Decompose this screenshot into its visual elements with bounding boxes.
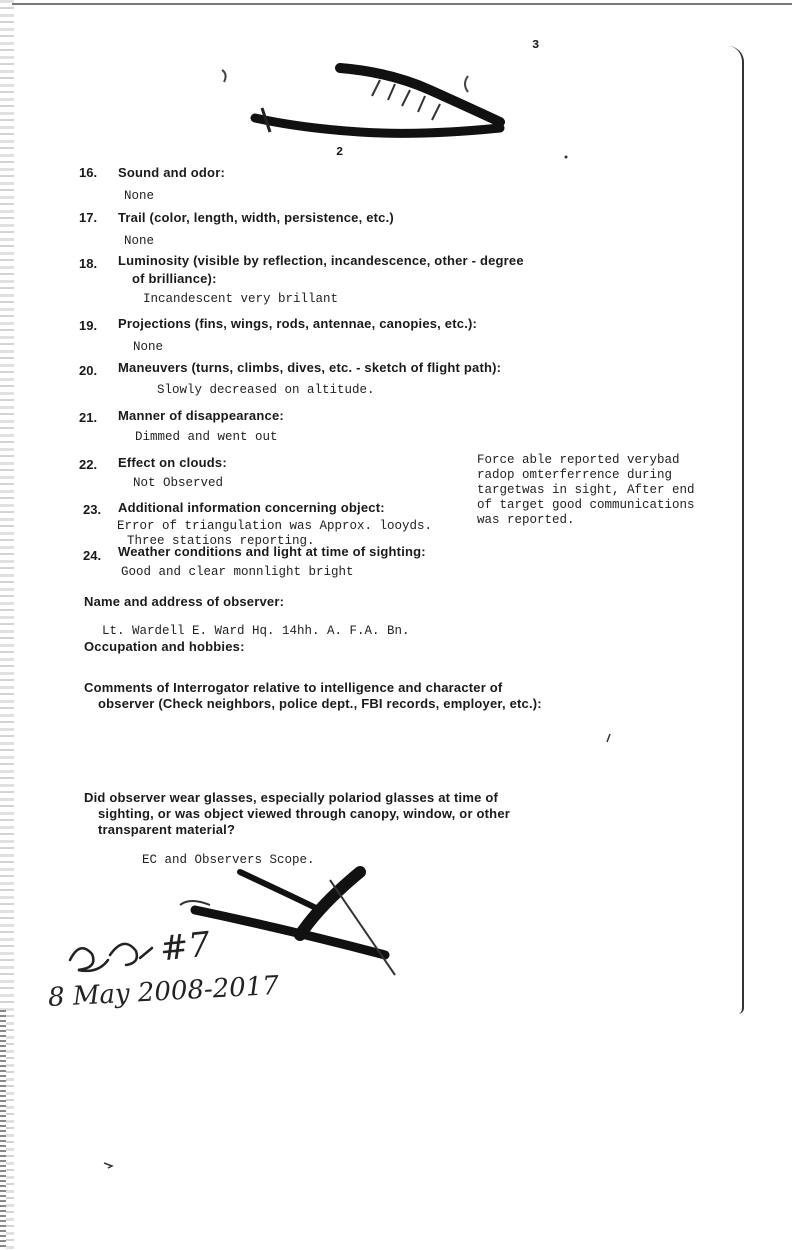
top-stamp-scribble <box>222 68 500 133</box>
item-16-label: Sound and odor: <box>118 165 225 180</box>
item-21-label: Manner of disappearance: <box>118 408 284 423</box>
handwritten-doc-number: #7 <box>157 924 213 970</box>
item-16-number: 16. <box>79 165 98 180</box>
comments-line-2: observer (Check neighbors, police dept., FBI records, employer, etc.): <box>98 696 542 711</box>
bottom-stamp-cross <box>180 872 395 975</box>
item-24-answer: Good and clear monnlight bright <box>121 565 354 579</box>
glasses-line-2: sighting, or was object viewed through canopy, window, or other <box>98 806 511 821</box>
stray-mark-bottom <box>104 1163 112 1168</box>
item-18-label: Luminosity (visible by reflection, incandescence, other - degree <box>118 253 524 268</box>
item-23-answer: Error of triangulation was Approx. looyds. <box>117 519 433 533</box>
glasses-line-1: Did observer wear glasses, especially polariod glasses at time of <box>84 790 499 805</box>
item-17-label: Trail (color, length, width, persistence, etc.) <box>118 210 394 225</box>
occupation-label: Occupation and hobbies: <box>84 639 245 654</box>
item-20-number: 20. <box>79 363 98 378</box>
item-16-answer: None <box>124 189 155 203</box>
glasses-line-3: transparent material? <box>98 822 236 837</box>
observer-label: Name and address of observer: <box>84 594 285 609</box>
item-24-number: 24. <box>83 548 102 563</box>
side-note-line-4: of target good communications <box>477 498 695 512</box>
item-23-answer-cont: Three stations reporting. <box>127 534 315 548</box>
item-24-label: Weather conditions and light at time of sighting: <box>118 544 426 559</box>
item-21-number: 21. <box>79 410 98 425</box>
item-22-label: Effect on clouds: <box>118 455 227 470</box>
item-18-number: 18. <box>79 256 98 271</box>
item-20-label: Maneuvers (turns, climbs, dives, etc. - sketch of flight path): <box>118 360 502 375</box>
side-note-line-5: was reported. <box>477 513 575 527</box>
item-19-number: 19. <box>79 318 98 333</box>
page-number: 2 <box>336 145 344 159</box>
item-17-answer: None <box>124 234 155 248</box>
item-18-label-cont: of brilliance): <box>132 271 217 286</box>
stray-mark <box>607 734 610 742</box>
comments-line-1: Comments of Interrogator relative to intelligence and character of <box>84 680 503 695</box>
item-22-answer: Not Observed <box>133 476 224 490</box>
handwritten-date: 8 May 2008-2017 <box>47 970 280 1014</box>
corner-number: 3 <box>532 38 540 52</box>
side-note-line-3: targetwas in sight, After end <box>477 483 695 497</box>
item-22-number: 22. <box>79 457 98 472</box>
item-23-number: 23. <box>83 502 102 517</box>
item-23-label: Additional information concerning object: <box>118 500 385 515</box>
glasses-answer: EC and Observers Scope. <box>142 853 315 867</box>
item-19-answer: None <box>133 340 164 354</box>
item-20-answer: Slowly decreased on altitude. <box>157 383 375 397</box>
item-18-answer: Incandescent very brillant <box>143 292 339 306</box>
observer-value: Lt. Wardell E. Ward Hq. 14hh. A. F.A. Bn. <box>102 624 410 638</box>
side-note-line-2: radop omterferrence during <box>477 468 673 482</box>
stray-dot <box>565 156 568 159</box>
side-note-line-1: Force able reported verybad <box>477 453 680 467</box>
item-19-label: Projections (fins, wings, rods, antennae, canopies, etc.): <box>118 316 478 331</box>
handwritten-scribbles <box>70 944 152 971</box>
item-17-number: 17. <box>79 210 98 225</box>
item-21-answer: Dimmed and went out <box>135 430 278 444</box>
